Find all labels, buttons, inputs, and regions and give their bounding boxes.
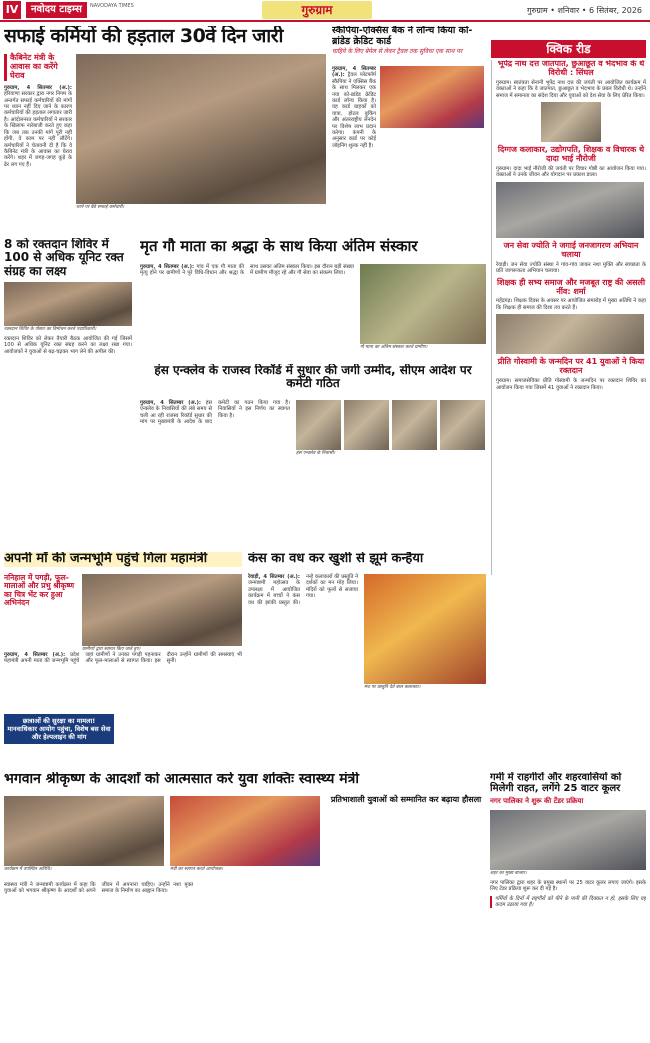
story-strike-dateline: गुरुग्राम, 4 सितम्बर (अ.): — [4, 84, 72, 91]
story-blood-photo — [4, 282, 132, 326]
story-cooler-kicker: नगर पालिका ने शुरू की टेंडर प्रक्रिया — [490, 797, 584, 806]
sidebar-item4-body: महेंद्रगढ़। शिक्षक दिवस के अवसर पर आयोजित समारोह में मुख्य अतिथि ने कहा कि शिक्षक ही समाज की दिशा तय करते हैं। — [496, 298, 646, 311]
story-village-boxed-note: छात्राओं की सुरक्षा का मामला! मानवाधिकार आयोग पहुंचा, विशेष बस सेवा और हेल्पलाइन की मांग — [4, 714, 114, 744]
story-enclave — [140, 364, 486, 548]
story-village — [4, 552, 242, 764]
sidebar-item1-head: भूपेंद्र नाथ दत्त जातपात, छुआछूत व भेदभाव के थे विरोधी : सिंघल — [497, 60, 645, 77]
story-health — [4, 772, 486, 1040]
story-blood-caption: रक्तदान शिविर के पोस्टर का विमोचन करते पदाधिकारी। — [4, 327, 97, 333]
story-kans-dateline: रेवाड़ी, 4 सितम्बर (अ.): — [248, 574, 300, 580]
paper-name: नवोदय टाइम्स — [26, 2, 87, 18]
story-strike-caption: धरने पर बैठे सफाई कर्मचारी। — [76, 205, 125, 210]
sidebar-item2-body: गुरुग्राम। दादा भाई नौरोजी की जयंती पर विचार गोष्ठी का आयोजन किया गया। वक्ताओं ने उनके जीवन और योगदान पर प्रकाश डाला। — [496, 166, 646, 179]
story-cooler-photo — [490, 810, 646, 870]
story-cooler-quote: गर्मियों के दिनों में राहगीरों को पीने के पानी की दिक्कत न हो, इसके लिए यह कदम उठाया गया है। — [490, 896, 646, 909]
story-health-body: स्वास्थ्य मंत्री ने जन्माष्टमी कार्यक्रम में कहा कि युवाओं को भगवान श्रीकृष्ण के आदर्शों को अपने जीवन में अपनाना चाहिए। उन्होंने नशा मुक्त समाज के निर्माण का आह्वान किया। — [4, 882, 194, 895]
story-kans-body: जन्माष्टमी महोत्सव के उपलक्ष्य में आयोजित कार्यक्रम में बच्चों ने कंस वध की झांकी प्रस्तुत की। नन्हे कलाकारों की प्रस्तुति ने दर्शकों का मन मोह लिया। मंदिरों को फूलों से सजाया गया। — [248, 574, 358, 606]
story-village-photo — [82, 574, 242, 646]
story-strike-photo — [76, 54, 326, 204]
story-cow-dateline: गुरुग्राम, 4 सितम्बर (अ.): — [140, 264, 195, 270]
story-bank-subhead: चाहिये के लिए बेमेल से लेकर ट्रैवल तक सुविधा एक साथ पर — [332, 48, 463, 56]
story-enclave-photo-4 — [440, 400, 485, 450]
sidebar-header: क्विक रीड — [491, 40, 646, 58]
sidebar-item5-body: गुरुग्राम। समाजसेविका प्रीति गोस्वामी के जन्मदिन पर रक्तदान शिविर का आयोजन किया गया जिसमें 41 युवाओं ने रक्तदान किया। — [496, 378, 646, 391]
story-village-headline: अपनी माँ की जन्मभूमि पहुंचे गिला महामंत्री — [4, 552, 242, 567]
story-enclave-caption: हंस एन्क्लेव के निवासी। — [296, 451, 336, 456]
sidebar-item1-photo — [541, 102, 601, 142]
story-enclave-photo-3 — [392, 400, 437, 450]
story-cow-body: गांव में एक गौ माता की मृत्यु होने पर ग्रामीणों ने पूरे विधि-विधान और श्रद्धा के साथ उसका अंतिम संस्कार किया। इस दौरान बड़ी संख्या में ग्रामीण मौजूद रहे और गौ सेवा का संकल्प लिया। — [140, 264, 354, 277]
story-strike-body: हरियाणा सरकार द्वारा नगर निगम के अन्तर्गत सफाई कर्मचारियों की मांगों पर ध्यान नहीं दिए जाने के कारण कर्मचारियों की हड़ताल लगातार जारी है। आंदोलनरत कर्मचारियों ने सरकार के खिलाफ नारेबाजी करते हुए कहा कि जब तक उनकी मांगें पूरी नहीं होंगी, वे काम पर नहीं लौटेंगे। कर्मचारियों ने चेतावनी दी है कि वे कैबिनेट मंत्री के आवास का घेराव करेंगे। शहर में जगह-जगह कूड़े के ढेर लग गए हैं। — [4, 91, 72, 168]
story-enclave-photo-2 — [344, 400, 389, 450]
masthead — [0, 0, 650, 22]
story-kans — [248, 552, 486, 764]
story-health-headline: भगवान श्रीकृष्ण के आदर्शों को आत्मसात करे युवा शक्तिः स्वास्थ्य मंत्री — [4, 772, 360, 787]
story-cow — [140, 238, 486, 358]
story-bank-body: ट्रैवल प्लेटफॉर्म स्कैपिया ने एक्सिस बैंक के साथ मिलकर एक नया को-ब्रांडेड क्रेडिट कार्ड लॉन्च किया है। यह कार्ड ग्राहकों को यात्रा, होटल बुकिंग और अंतरराष्ट्रीय लेनदेन पर विशेष लाभ प्रदान करेगा। कंपनी के अनुसार कार्ड पर कोई जॉइनिंग शुल्क नहीं है। — [332, 72, 377, 149]
story-strike-kicker: कैबिनेट मंत्री के आवास का करेंगे घेराव — [4, 54, 72, 81]
sidebar-item3-body: रेवाड़ी। जन सेवा ज्योति संस्था ने गांव-गांव जाकर नशा मुक्ति और स्वच्छता के प्रति जागरूकता अभियान चलाया। — [496, 261, 646, 275]
story-cow-headline: मृत गौ माता का श्रद्धा के साथ किया अंतिम संस्कार — [140, 238, 418, 255]
story-village-body: प्रदेश महामंत्री अपनी माता की जन्मभूमि पहुंचे जहां ग्रामीणों ने उनका पगड़ी पहनाकर और फूल-मालाओं से स्वागत किया। इस दौरान उन्होंने ग्रामीणों की समस्याएं भी सुनीं। — [4, 652, 242, 665]
sidebar — [491, 60, 646, 575]
story-blood-body: रक्तदान शिविर को लेकर तैयारी बैठक आयोजित की गई जिसमें 100 से अधिक यूनिट रक्त संग्रह करने का लक्ष्य रखा गया। आयोजकों ने युवाओं से बढ़-चढ़कर भाग लेने की अपील की। — [4, 335, 132, 355]
story-kans-caption: मंच पर प्रस्तुति देते बाल कलाकार। — [364, 685, 421, 690]
story-health-photo-2 — [170, 796, 320, 866]
story-enclave-dateline: गुरुग्राम, 4 सितम्बर (अ.): — [140, 400, 201, 406]
story-health-caption-1: कार्यक्रम में उपस्थित अतिथि। — [4, 867, 52, 872]
story-bank — [332, 26, 486, 232]
story-village-kicker: ननिहाल में पगड़ी, फूल-मालाओं और प्रभु श्रीकृष्ण का चित्र भेंट कर हुआ अभिनंदन — [4, 573, 75, 608]
sidebar-item2-head: दिग्गज कलाकार, उद्योगपति, शिक्षक व विचारक थे दादा भाई नौरोजी — [497, 145, 645, 164]
story-cooler — [490, 772, 646, 1040]
page-number: IV — [3, 1, 21, 19]
story-cooler-caption: शहर का मुख्य बाजार। — [490, 871, 527, 877]
story-village-caption: ग्रामीणों द्वारा स्वागत किए जाते हुए। — [82, 647, 141, 652]
story-strike — [4, 26, 326, 232]
sidebar-item4-photo — [496, 314, 644, 354]
masthead-meta: गुरुग्राम • शनिवार • 6 सितंबर, 2026 — [527, 6, 642, 15]
story-cooler-body: नगर पालिका द्वारा शहर के प्रमुख स्थानों पर 25 वाटर कूलर लगाए जाएंगे। इसके लिए टेंडर प्रक्रिया शुरू कर दी गई है। — [490, 879, 646, 893]
sidebar-item1-body: गुरुग्राम। स्वतंत्रता सेनानी भूपेंद्र नाथ दत्त की जयंती पर आयोजित कार्यक्रम में वक्ताओं ने कहा कि वे जातपात, छुआछूत व भेदभाव के प्रबल विरोधी थे। उन्होंने समाज में समानता का संदेश दिया और युवाओं को देश सेवा के लिए प्रेरित किया। — [496, 79, 646, 99]
story-strike-headline: सफाई कर्मियों की हड़ताल 30वें दिन जारी — [4, 26, 283, 47]
story-bank-headline: स्कैपिया-एक्सिस बैंक ने लॉन्च किया को-ब्रांडेड क्रेडिट कार्ड — [332, 26, 473, 47]
story-health-caption-2: मंत्री का स्वागत करते आयोजक। — [170, 867, 224, 872]
story-cow-photo — [360, 264, 486, 344]
section-title: गुरुग्राम — [262, 1, 372, 19]
story-blood — [4, 238, 132, 548]
story-bank-photo — [380, 66, 484, 128]
sidebar-item5-head: प्रीति गोस्वामी के जन्मदिन पर 41 युवाओं ने किया रक्तदान — [497, 357, 645, 376]
story-kans-photo — [364, 574, 486, 684]
story-health-subhead: प्रतिभाशाली युवाओं को सम्मानित कर बढ़ाया हौसला — [330, 795, 482, 804]
story-cow-caption: गौ माता का अंतिम संस्कार करते ग्रामीण। — [360, 345, 428, 350]
sidebar-item2-photo — [496, 182, 644, 238]
story-kans-headline: कंस का वध कर खुशी से झूमे कन्हैया — [248, 552, 424, 566]
story-enclave-body: हंस एन्क्लेव के निवासियों की लंबे समय से चली आ रही राजस्व रिकॉर्ड सुधार की मांग पर मुख्यमंत्री के आदेश के बाद कमेटी का गठन किया गया है। निवासियों ने इस निर्णय का स्वागत किया है। — [140, 400, 290, 426]
story-village-dateline: गुरुग्राम, 4 सितम्बर (अ.): — [4, 652, 66, 658]
sidebar-item3-head: जन सेवा ज्योति ने जगाई जनजागरण अभियान चलाया — [503, 240, 639, 259]
story-blood-headline: 8 को रक्तदान शिविर में 100 से अधिक यूनिट रक्त संग्रह का लक्ष्य — [4, 238, 124, 278]
story-health-photo-1 — [4, 796, 164, 866]
story-bank-dateline: गुरुग्राम, 4 सितम्बर (अ.): — [332, 66, 376, 79]
story-enclave-photo-1 — [296, 400, 341, 450]
sidebar-item4-head: शिक्षक ही सभ्य समाज और मजबूत राष्ट्र की असली नींव: शर्मा — [496, 277, 646, 296]
story-cooler-headline: गर्मी में राहगीरों और शहरवासियों को मिलेगी राहत, लगेंगे 25 वाटर कूलर — [490, 772, 622, 795]
paper-sub: NAVODAYA TIMES — [90, 3, 134, 9]
story-enclave-headline: हंस एन्क्लेव के राजस्व रिकॉर्ड में सुधार की जगी उम्मीद, सीएम आदेश पर कमेटी गठित — [154, 364, 472, 391]
